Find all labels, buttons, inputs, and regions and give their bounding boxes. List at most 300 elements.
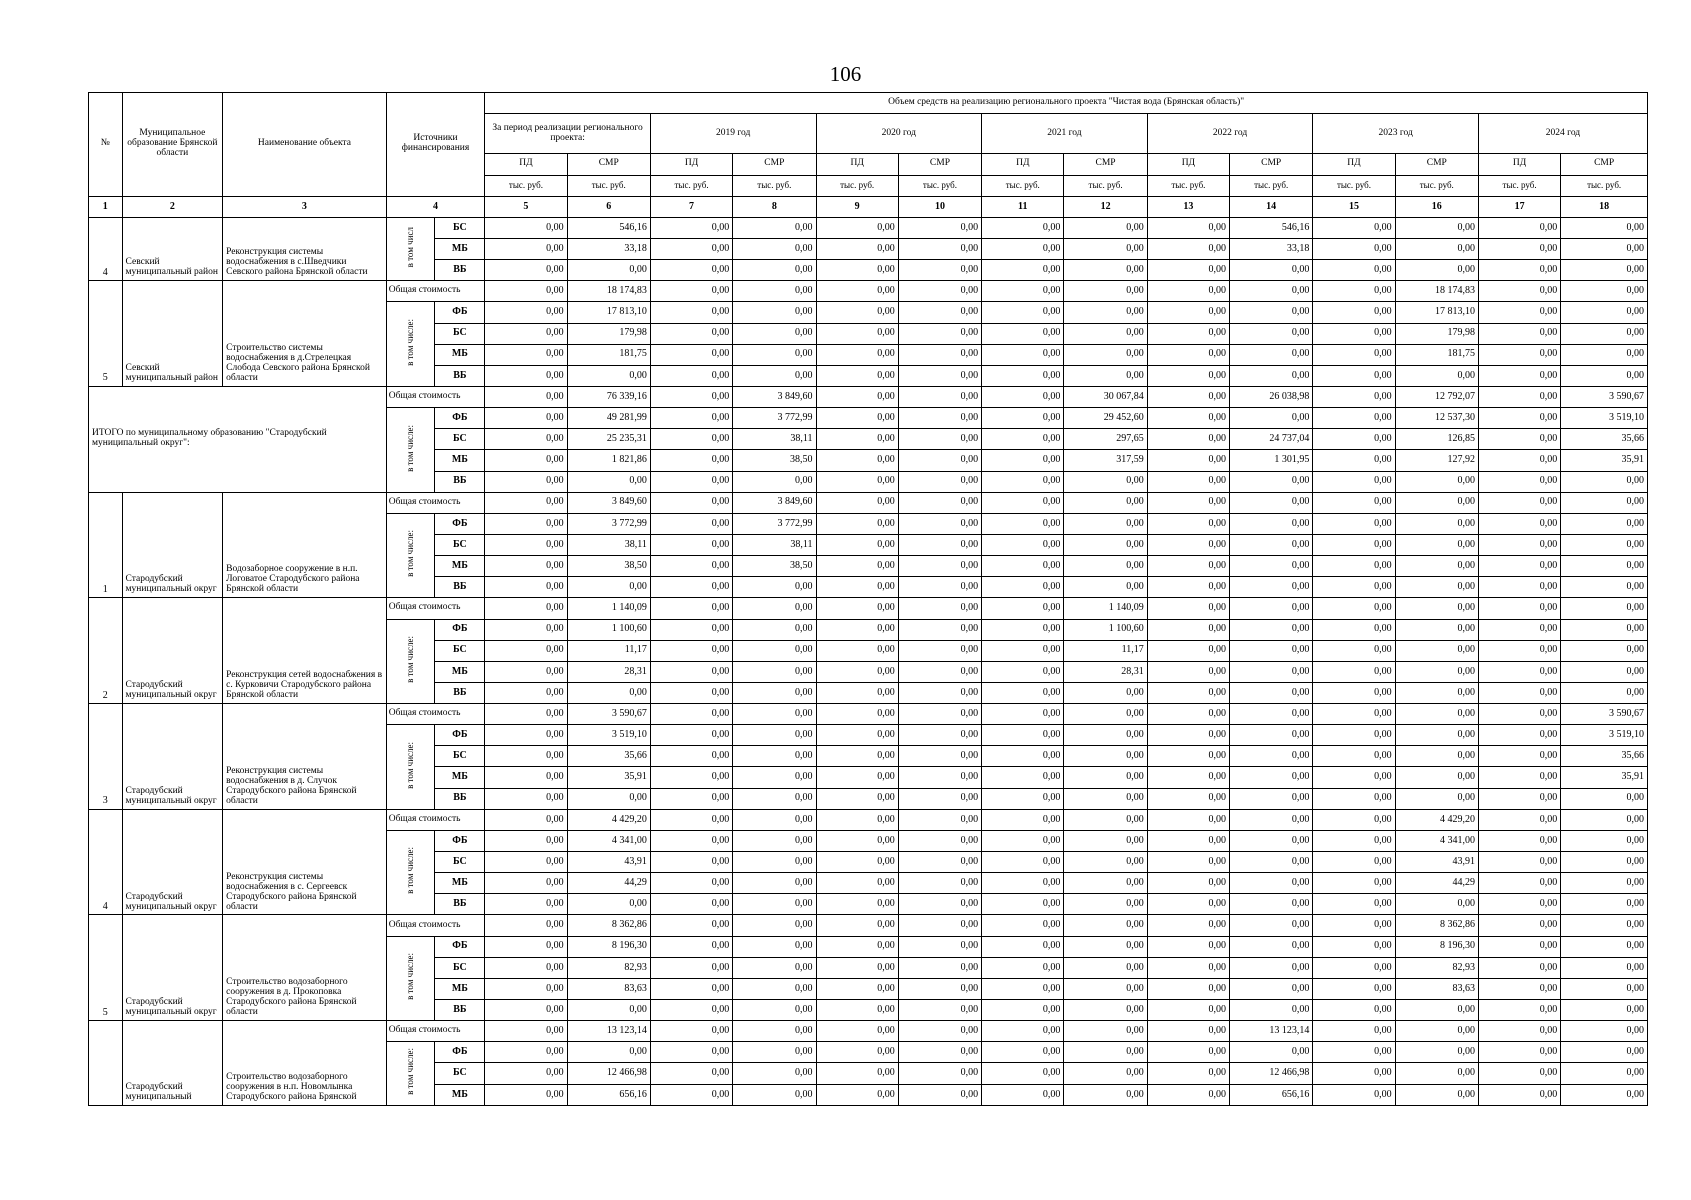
value-cell: 0,00 (650, 429, 732, 450)
value-cell: 0,00 (1064, 217, 1147, 238)
value-cell: 0,00 (1478, 260, 1560, 281)
value-cell: 0,00 (982, 1084, 1064, 1105)
value-cell: 0,00 (1561, 788, 1648, 809)
value-cell: 126,85 (1395, 429, 1478, 450)
value-cell: 0,00 (650, 450, 732, 471)
column-number: 4 (386, 196, 485, 217)
value-cell: 83,63 (1395, 978, 1478, 999)
value-cell: 13 123,14 (567, 1021, 650, 1042)
value-cell: 0,00 (982, 1021, 1064, 1042)
value-cell: 0,00 (1147, 1000, 1229, 1021)
value-cell: 0,00 (485, 767, 567, 788)
value-cell: 0,00 (1478, 450, 1560, 471)
value-cell: 0,00 (1230, 725, 1313, 746)
value-cell: 0,00 (485, 852, 567, 873)
value-cell: 0,00 (982, 746, 1064, 767)
value-cell: 0,00 (1561, 830, 1648, 851)
value-cell: 0,00 (816, 704, 898, 725)
value-cell: 0,00 (733, 365, 816, 386)
header-smr: СМР (567, 154, 650, 175)
value-cell: 0,00 (898, 830, 981, 851)
value-cell: 0,00 (1313, 725, 1395, 746)
value-cell: 0,00 (1395, 640, 1478, 661)
value-cell: 24 737,04 (1230, 429, 1313, 450)
value-cell: 0,00 (816, 1084, 898, 1105)
value-cell: 0,00 (898, 386, 981, 407)
value-cell: 0,00 (1313, 915, 1395, 936)
value-cell: 0,00 (485, 915, 567, 936)
value-cell: 0,00 (485, 809, 567, 830)
value-cell: 0,00 (898, 217, 981, 238)
value-cell: 26 038,98 (1230, 386, 1313, 407)
value-cell: 17 813,10 (567, 302, 650, 323)
value-cell: 0,00 (982, 894, 1064, 915)
value-cell: 0,00 (1395, 767, 1478, 788)
value-cell: 4 341,00 (567, 830, 650, 851)
value-cell: 0,00 (1147, 978, 1229, 999)
value-cell: 0,00 (898, 1063, 981, 1084)
value-cell: 0,00 (1395, 238, 1478, 259)
value-cell: 0,00 (1395, 577, 1478, 598)
value-cell: 0,00 (567, 1000, 650, 1021)
value-cell: 0,00 (485, 1042, 567, 1063)
value-cell: 0,00 (1064, 746, 1147, 767)
including-label (386, 936, 435, 1021)
including-label (386, 830, 435, 915)
value-cell: 0,00 (1313, 344, 1395, 365)
value-cell: 0,00 (733, 323, 816, 344)
value-cell: 0,00 (982, 852, 1064, 873)
including-text: в том числе: (404, 741, 415, 789)
municipality-name: Стародубский муниципальный округ (122, 809, 223, 915)
value-cell: 0,00 (1147, 640, 1229, 661)
value-cell: 0,00 (898, 260, 981, 281)
value-cell: 0,00 (567, 894, 650, 915)
row-index: 4 (89, 809, 123, 915)
value-cell: 0,00 (1478, 556, 1560, 577)
header-pd: ПД (485, 154, 567, 175)
value-cell: 0,00 (1561, 471, 1648, 492)
value-cell: 0,00 (1561, 640, 1648, 661)
value-cell: 38,11 (733, 429, 816, 450)
value-cell: 0,00 (898, 471, 981, 492)
value-cell: 0,00 (1147, 661, 1229, 682)
value-cell: 38,50 (567, 556, 650, 577)
value-cell: 0,00 (1395, 365, 1478, 386)
value-cell: 0,00 (1478, 746, 1560, 767)
value-cell: 0,00 (1313, 746, 1395, 767)
value-cell: 0,00 (733, 598, 816, 619)
funding-source: ФБ (435, 408, 485, 429)
row-index: 3 (89, 704, 123, 810)
value-cell: 0,00 (1478, 217, 1560, 238)
value-cell: 0,00 (1313, 978, 1395, 999)
value-cell: 0,00 (1395, 661, 1478, 682)
value-cell: 0,00 (567, 788, 650, 809)
value-cell: 0,00 (650, 1063, 732, 1084)
header-sources: Источники финансирования (386, 93, 485, 197)
value-cell: 0,00 (898, 767, 981, 788)
row-index (89, 1021, 123, 1106)
value-cell: 0,00 (1147, 217, 1229, 238)
value-cell: 18 174,83 (1395, 281, 1478, 302)
value-cell: 0,00 (733, 238, 816, 259)
value-cell: 0,00 (485, 640, 567, 661)
value-cell: 0,00 (650, 767, 732, 788)
column-number: 12 (1064, 196, 1147, 217)
value-cell: 0,00 (1064, 534, 1147, 555)
value-cell: 0,00 (1313, 1000, 1395, 1021)
funding-source: МБ (435, 238, 485, 259)
value-cell: 0,00 (1064, 725, 1147, 746)
value-cell: 0,00 (1395, 788, 1478, 809)
header-object-name: Наименование объекта (223, 93, 387, 197)
value-cell: 0,00 (898, 957, 981, 978)
value-cell: 179,98 (1395, 323, 1478, 344)
value-cell: 0,00 (650, 260, 732, 281)
value-cell: 0,00 (733, 344, 816, 365)
including-label (386, 217, 435, 280)
value-cell: 0,00 (1147, 809, 1229, 830)
value-cell: 0,00 (816, 1063, 898, 1084)
value-cell: 0,00 (485, 323, 567, 344)
value-cell: 0,00 (1230, 556, 1313, 577)
value-cell: 28,31 (1064, 661, 1147, 682)
total-row (89, 598, 1648, 619)
funding-source: БС (435, 217, 485, 238)
municipality-name: Стародубский муниципальный округ (122, 492, 223, 598)
value-cell: 0,00 (1147, 260, 1229, 281)
header-unit: тыс. руб. (816, 175, 898, 196)
value-cell: 0,00 (1313, 704, 1395, 725)
value-cell: 0,00 (1561, 894, 1648, 915)
value-cell: 25 235,31 (567, 429, 650, 450)
value-cell: 0,00 (1478, 281, 1560, 302)
value-cell: 0,00 (1064, 492, 1147, 513)
value-cell: 0,00 (733, 894, 816, 915)
value-cell: 0,00 (1147, 408, 1229, 429)
total-cost-label: Общая стоимость (386, 281, 485, 302)
value-cell: 0,00 (816, 577, 898, 598)
value-cell: 0,00 (1147, 344, 1229, 365)
value-cell: 0,00 (1064, 471, 1147, 492)
value-cell: 0,00 (816, 978, 898, 999)
value-cell: 0,00 (1064, 894, 1147, 915)
value-cell: 0,00 (982, 577, 1064, 598)
value-cell: 0,00 (567, 365, 650, 386)
value-cell: 0,00 (1147, 1042, 1229, 1063)
value-cell: 0,00 (1478, 704, 1560, 725)
header-unit: тыс. руб. (1313, 175, 1395, 196)
header-unit: тыс. руб. (1478, 175, 1560, 196)
value-cell: 0,00 (1230, 492, 1313, 513)
value-cell: 0,00 (485, 619, 567, 640)
header-smr: СМР (1561, 154, 1648, 175)
value-cell: 0,00 (898, 915, 981, 936)
value-cell: 0,00 (485, 661, 567, 682)
value-cell: 0,00 (1147, 513, 1229, 534)
value-cell: 0,00 (1395, 1063, 1478, 1084)
value-cell: 0,00 (1064, 302, 1147, 323)
value-cell: 0,00 (898, 365, 981, 386)
funding-source: БС (435, 746, 485, 767)
header-unit: тыс. руб. (1147, 175, 1229, 196)
value-cell: 0,00 (1313, 1042, 1395, 1063)
value-cell: 0,00 (816, 767, 898, 788)
value-cell: 1 100,60 (567, 619, 650, 640)
value-cell: 29 452,60 (1064, 408, 1147, 429)
value-cell: 0,00 (1478, 365, 1560, 386)
value-cell: 0,00 (1230, 302, 1313, 323)
header-year-2021: 2021 год (982, 114, 1148, 154)
value-cell: 0,00 (898, 725, 981, 746)
value-cell: 179,98 (567, 323, 650, 344)
header-volume-title: Объем средств на реализацию регионального проекта "Чистая вода (Брянская область)" (485, 93, 1648, 114)
total-cost-label: Общая стоимость (386, 809, 485, 830)
value-cell: 0,00 (898, 978, 981, 999)
value-cell: 0,00 (733, 830, 816, 851)
header-unit: тыс. руб. (733, 175, 816, 196)
value-cell: 0,00 (982, 513, 1064, 534)
value-cell: 0,00 (1313, 957, 1395, 978)
header-pd: ПД (1147, 154, 1229, 175)
header-smr: СМР (1230, 154, 1313, 175)
value-cell: 0,00 (650, 577, 732, 598)
value-cell: 0,00 (1147, 957, 1229, 978)
value-cell: 0,00 (1561, 915, 1648, 936)
value-cell: 0,00 (485, 1063, 567, 1084)
value-cell: 0,00 (816, 1000, 898, 1021)
funding-source: МБ (435, 661, 485, 682)
including-label (386, 513, 435, 598)
value-cell: 0,00 (1395, 513, 1478, 534)
value-cell: 0,00 (485, 1000, 567, 1021)
column-number: 14 (1230, 196, 1313, 217)
funding-source: БС (435, 1063, 485, 1084)
value-cell: 0,00 (1313, 767, 1395, 788)
value-cell: 35,66 (567, 746, 650, 767)
value-cell: 0,00 (650, 852, 732, 873)
value-cell: 0,00 (485, 492, 567, 513)
value-cell: 0,00 (1147, 725, 1229, 746)
value-cell: 0,00 (733, 640, 816, 661)
value-cell: 0,00 (1064, 852, 1147, 873)
header-pd: ПД (650, 154, 732, 175)
value-cell: 0,00 (1064, 809, 1147, 830)
value-cell: 0,00 (816, 323, 898, 344)
value-cell: 0,00 (567, 471, 650, 492)
value-cell: 3 849,60 (733, 386, 816, 407)
including-text: в том числе: (404, 530, 415, 578)
including-text: в том числе: (404, 318, 415, 366)
value-cell: 0,00 (650, 936, 732, 957)
value-cell: 0,00 (1230, 577, 1313, 598)
row-index: 1 (89, 492, 123, 598)
value-cell: 0,00 (485, 1021, 567, 1042)
value-cell: 0,00 (1478, 492, 1560, 513)
value-cell: 0,00 (1064, 323, 1147, 344)
value-cell: 0,00 (733, 725, 816, 746)
value-cell: 0,00 (650, 725, 732, 746)
value-cell: 0,00 (650, 344, 732, 365)
value-cell: 0,00 (982, 873, 1064, 894)
value-cell: 0,00 (1230, 852, 1313, 873)
value-cell: 0,00 (1147, 365, 1229, 386)
value-cell: 0,00 (1147, 1021, 1229, 1042)
value-cell: 0,00 (1561, 809, 1648, 830)
value-cell: 0,00 (1230, 661, 1313, 682)
value-cell: 0,00 (1313, 386, 1395, 407)
value-cell: 0,00 (1147, 894, 1229, 915)
value-cell: 0,00 (1064, 238, 1147, 259)
value-cell: 0,00 (1230, 746, 1313, 767)
value-cell: 0,00 (816, 873, 898, 894)
value-cell: 0,00 (733, 704, 816, 725)
value-cell: 0,00 (733, 1084, 816, 1105)
value-cell: 0,00 (1313, 598, 1395, 619)
value-cell: 0,00 (650, 978, 732, 999)
value-cell: 0,00 (567, 260, 650, 281)
value-cell: 0,00 (982, 915, 1064, 936)
column-number: 5 (485, 196, 567, 217)
funding-source: МБ (435, 556, 485, 577)
header-pd: ПД (982, 154, 1064, 175)
value-cell: 18 174,83 (567, 281, 650, 302)
value-cell: 0,00 (898, 894, 981, 915)
value-cell: 0,00 (898, 809, 981, 830)
value-cell: 0,00 (982, 281, 1064, 302)
value-cell: 0,00 (1147, 767, 1229, 788)
value-cell: 0,00 (1313, 873, 1395, 894)
including-text: в том числе: (404, 1048, 415, 1096)
value-cell: 0,00 (982, 323, 1064, 344)
value-cell: 0,00 (816, 746, 898, 767)
object-name: Реконструкция системы водоснабжения в с. Сергеевск Стародубского района Брянской области (223, 809, 387, 915)
funding-source: ФБ (435, 936, 485, 957)
value-cell: 0,00 (1561, 577, 1648, 598)
value-cell: 0,00 (1313, 809, 1395, 830)
value-cell: 0,00 (1395, 746, 1478, 767)
value-cell: 0,00 (1230, 281, 1313, 302)
value-cell: 0,00 (485, 217, 567, 238)
value-cell: 0,00 (816, 619, 898, 640)
funding-source: ФБ (435, 619, 485, 640)
value-cell: 0,00 (1313, 556, 1395, 577)
value-cell: 0,00 (733, 915, 816, 936)
value-cell: 44,29 (1395, 873, 1478, 894)
value-cell: 0,00 (1561, 957, 1648, 978)
value-cell: 0,00 (982, 492, 1064, 513)
value-cell: 0,00 (898, 408, 981, 429)
including-text: в том числе: (404, 636, 415, 683)
header-year-2023: 2023 год (1313, 114, 1479, 154)
funding-source: ВБ (435, 1000, 485, 1021)
value-cell: 0,00 (485, 725, 567, 746)
value-cell: 0,00 (733, 767, 816, 788)
header-unit: тыс. руб. (1395, 175, 1478, 196)
value-cell: 0,00 (982, 365, 1064, 386)
value-cell: 0,00 (898, 513, 981, 534)
value-cell: 0,00 (982, 450, 1064, 471)
value-cell: 0,00 (733, 1042, 816, 1063)
value-cell: 0,00 (1064, 344, 1147, 365)
value-cell: 0,00 (898, 534, 981, 555)
value-cell: 0,00 (1561, 1042, 1648, 1063)
including-label (386, 725, 435, 810)
row-index: 2 (89, 598, 123, 704)
value-cell: 0,00 (1230, 408, 1313, 429)
funding-source: БС (435, 429, 485, 450)
value-cell: 0,00 (1313, 1063, 1395, 1084)
value-cell: 0,00 (1395, 682, 1478, 703)
funding-source: ФБ (435, 302, 485, 323)
value-cell: 76 339,16 (567, 386, 650, 407)
value-cell: 0,00 (1230, 894, 1313, 915)
value-cell: 0,00 (485, 408, 567, 429)
value-cell: 0,00 (1230, 809, 1313, 830)
value-cell: 0,00 (733, 746, 816, 767)
value-cell: 0,00 (650, 1042, 732, 1063)
value-cell: 0,00 (1230, 619, 1313, 640)
value-cell: 0,00 (898, 1000, 981, 1021)
value-cell: 0,00 (1478, 978, 1560, 999)
value-cell: 0,00 (1561, 936, 1648, 957)
value-cell: 35,66 (1561, 746, 1648, 767)
value-cell: 0,00 (1313, 365, 1395, 386)
value-cell: 0,00 (816, 471, 898, 492)
value-cell: 0,00 (982, 302, 1064, 323)
value-cell: 3 519,10 (1561, 408, 1648, 429)
value-cell: 0,00 (1147, 746, 1229, 767)
value-cell: 0,00 (898, 556, 981, 577)
municipality-name: Стародубский муниципальный округ (122, 598, 223, 704)
value-cell: 3 590,67 (1561, 704, 1648, 725)
value-cell: 181,75 (567, 344, 650, 365)
value-cell: 8 196,30 (1395, 936, 1478, 957)
value-cell: 0,00 (1561, 365, 1648, 386)
value-cell: 0,00 (1395, 534, 1478, 555)
value-cell: 0,00 (982, 704, 1064, 725)
value-cell: 8 196,30 (567, 936, 650, 957)
header-unit: тыс. руб. (567, 175, 650, 196)
value-cell: 38,50 (733, 450, 816, 471)
total-cost-label: Общая стоимость (386, 598, 485, 619)
header-unit: тыс. руб. (1064, 175, 1147, 196)
value-cell: 0,00 (733, 661, 816, 682)
value-cell: 0,00 (1395, 471, 1478, 492)
value-cell: 0,00 (1561, 852, 1648, 873)
column-number: 13 (1147, 196, 1229, 217)
value-cell: 0,00 (1230, 830, 1313, 851)
value-cell: 0,00 (650, 281, 732, 302)
total-row (89, 809, 1648, 830)
value-cell: 0,00 (1478, 661, 1560, 682)
value-cell: 0,00 (1313, 640, 1395, 661)
value-cell: 0,00 (650, 238, 732, 259)
value-cell: 0,00 (1313, 1021, 1395, 1042)
value-cell: 0,00 (733, 788, 816, 809)
column-number: 18 (1561, 196, 1648, 217)
value-cell: 0,00 (1478, 682, 1560, 703)
value-cell: 0,00 (982, 534, 1064, 555)
value-cell: 0,00 (1478, 598, 1560, 619)
value-cell: 0,00 (1147, 598, 1229, 619)
value-cell: 0,00 (485, 556, 567, 577)
value-cell: 0,00 (1230, 936, 1313, 957)
value-cell: 38,50 (733, 556, 816, 577)
value-cell: 0,00 (733, 619, 816, 640)
value-cell: 0,00 (1313, 936, 1395, 957)
